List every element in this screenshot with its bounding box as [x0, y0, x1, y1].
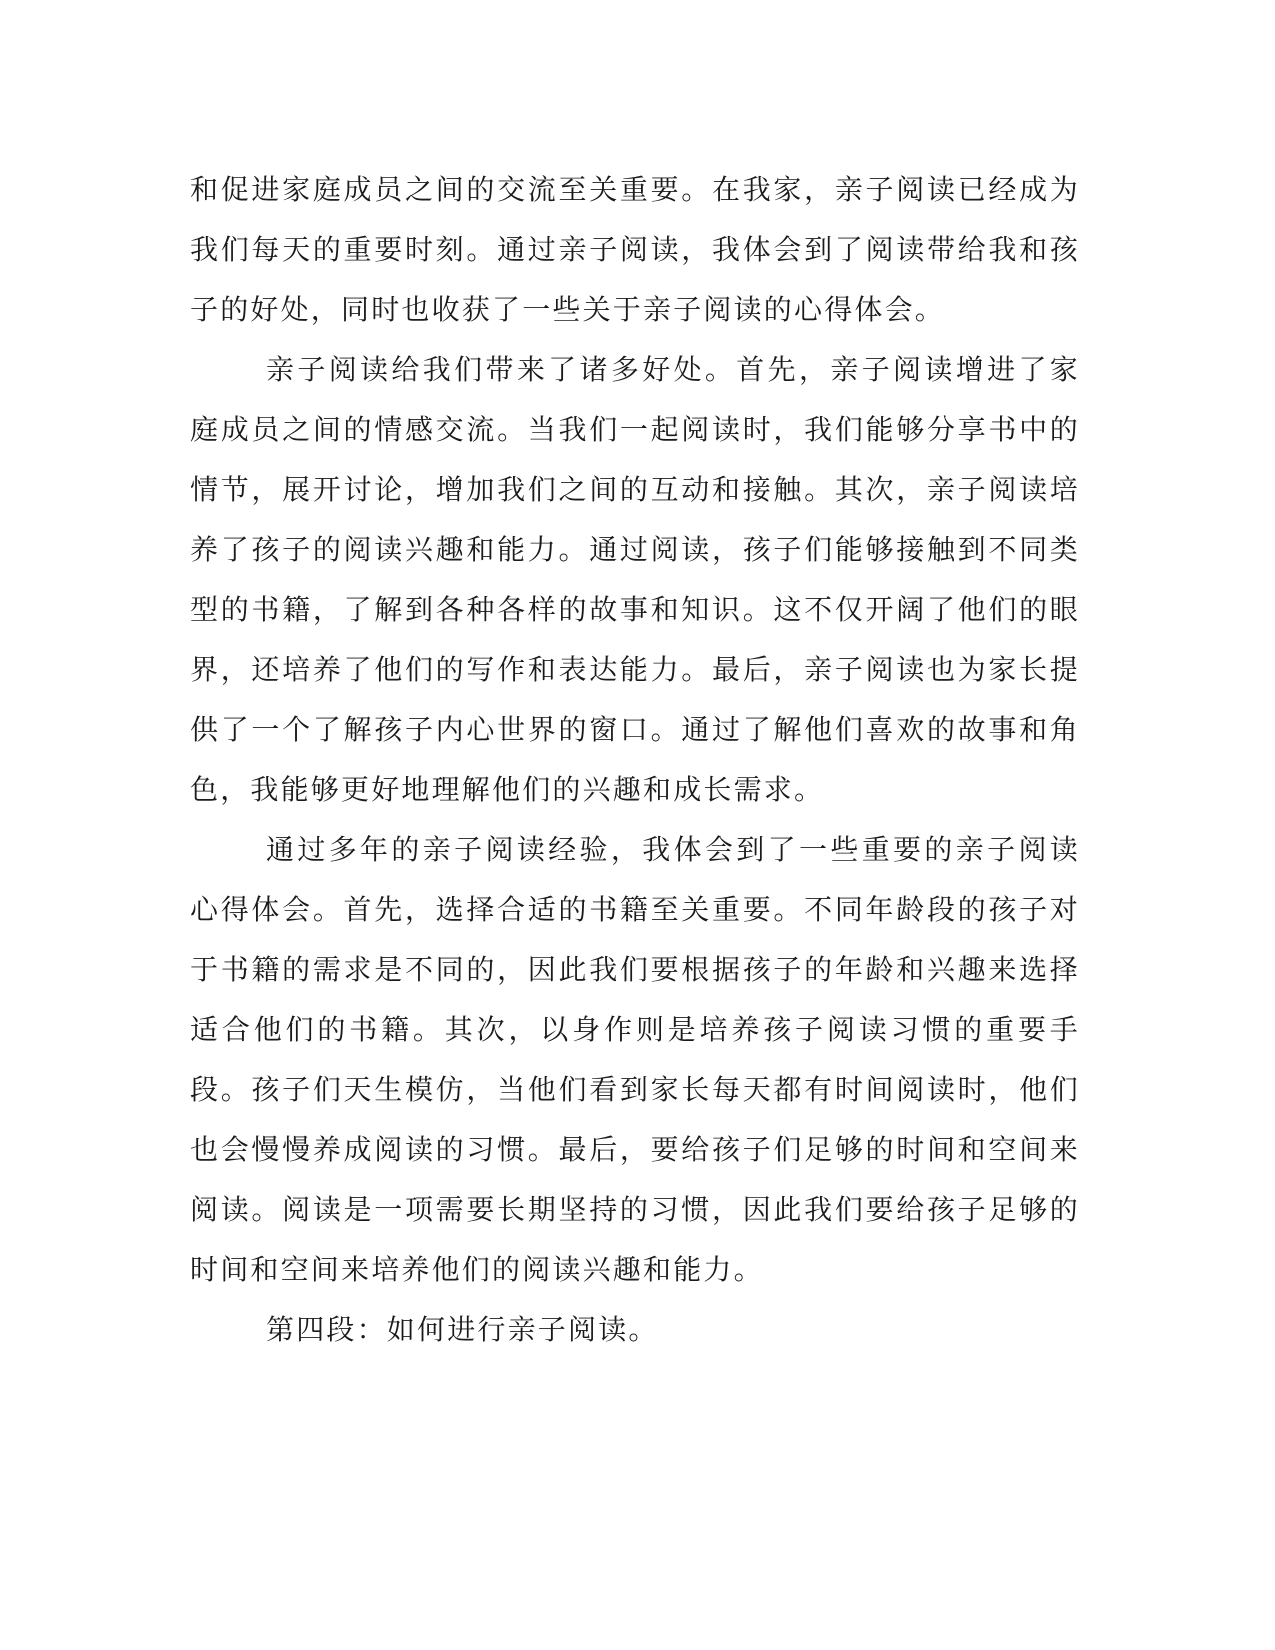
- paragraph-experience: 通过多年的亲子阅读经验，我体会到了一些重要的亲子阅读心得体会。首先，选择合适的书籍至关重要。不同年龄段的孩子对于书籍的需求是不同的，因此我们要根据孩子的年龄和兴趣来选择适合他们的书籍。其次，以身作则是培养孩子阅读习惯的重要手段。孩子们天生模仿，当他们看到家长每天都有时间阅读时，他们也会慢慢养成阅读的习惯。最后，要给孩子们足够的时间和空间来阅读。阅读是一项需要长期坚持的习惯，因此我们要给孩子足够的时间和空间来培养他们的阅读兴趣和能力。: [190, 833, 1080, 1286]
- paragraph-continuation: 和促进家庭成员之间的交流至关重要。在我家，亲子阅读已经成为我们每天的重要时刻。通过亲子阅读，我体会到了阅读带给我和孩子的好处，同时也收获了一些关于亲子阅读的心得体会。: [190, 173, 1080, 326]
- paragraph-benefits: 亲子阅读给我们带来了诸多好处。首先，亲子阅读增进了家庭成员之间的情感交流。当我们一起阅读时，我们能够分享书中的情节，展开讨论，增加我们之间的互动和接触。其次，亲子阅读培养了孩子的阅读兴趣和能力。通过阅读，孩子们能够接触到不同类型的书籍，了解到各种各样的故事和知识。这不仅开阔了他们的眼界，还培养了他们的写作和表达能力。最后，亲子阅读也为家长提供了一个了解孩子内心世界的窗口。通过了解他们喜欢的故事和角色，我能够更好地理解他们的兴趣和成长需求。: [190, 353, 1080, 806]
- section-heading-4: 第四段：如何进行亲子阅读。: [266, 1313, 659, 1346]
- document-body: [190, 160, 1080, 1360]
